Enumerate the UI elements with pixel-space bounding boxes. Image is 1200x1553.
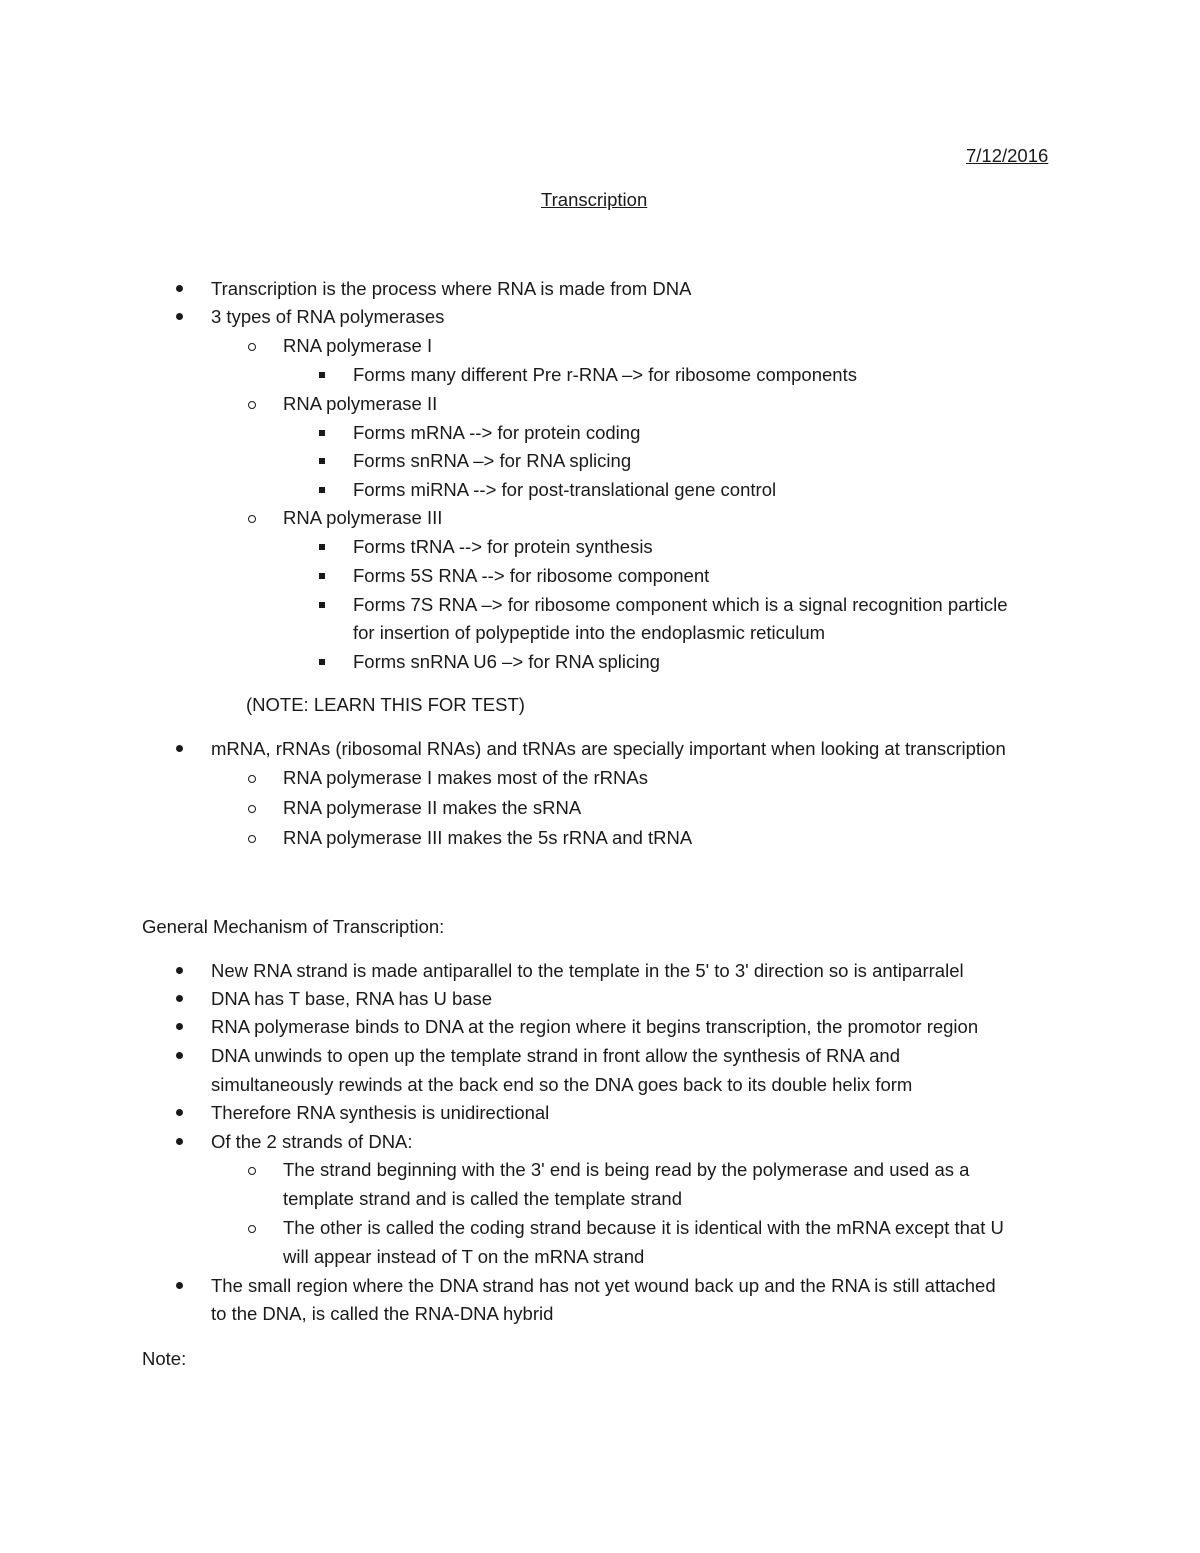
list-item: DNA has T base, RNA has U base (211, 988, 493, 1009)
section-heading: General Mechanism of Transcription: (142, 916, 445, 937)
list-item: RNA polymerase II makes the sRNA (283, 797, 582, 818)
date: 7/12/2016 (966, 145, 1049, 166)
list-item: RNA polymerase II (283, 393, 438, 414)
circle-bullet-icon (248, 775, 256, 783)
page-title: Transcription (541, 189, 648, 210)
bullet-icon (176, 313, 183, 320)
circle-bullet-icon (248, 1225, 256, 1233)
list-item: Forms tRNA --> for protein synthesis (353, 536, 653, 557)
list-item: Forms many different Pre r-RNA –> for ribosome components (353, 364, 857, 385)
list-item: Forms miRNA --> for post-translational gene control (353, 479, 777, 500)
list-item: The small region where the DNA strand has not yet wound back up and the RNA is still attached (211, 1275, 996, 1296)
circle-bullet-icon (248, 515, 256, 523)
bullet-icon (176, 995, 183, 1002)
list-item-continuation: template strand and is called the template strand (283, 1188, 683, 1209)
note-label: Note: (142, 1348, 187, 1369)
circle-bullet-icon (248, 343, 256, 351)
square-bullet-icon (319, 602, 325, 608)
square-bullet-icon (319, 659, 325, 665)
list-item: The strand beginning with the 3' end is being read by the polymerase and used as a (283, 1159, 970, 1180)
list-item: Forms snRNA U6 –> for RNA splicing (353, 651, 660, 672)
list-item: DNA unwinds to open up the template strand in front allow the synthesis of RNA and (211, 1045, 901, 1066)
list-item: Of the 2 strands of DNA: (211, 1131, 413, 1152)
bullet-icon (176, 1109, 183, 1116)
list-item: Therefore RNA synthesis is unidirectional (211, 1102, 550, 1123)
list-item: Forms 5S RNA --> for ribosome component (353, 565, 710, 586)
list-item: Forms snRNA –> for RNA splicing (353, 450, 632, 471)
list-item-continuation: simultaneously rewinds at the back end so the DNA goes back to its double helix form (211, 1074, 913, 1095)
square-bullet-icon (319, 430, 325, 436)
square-bullet-icon (319, 544, 325, 550)
list-item: Transcription is the process where RNA is made from DNA (211, 278, 692, 299)
bullet-icon (176, 1052, 183, 1059)
bullet-icon (176, 1138, 183, 1145)
list-item: The other is called the coding strand because it is identical with the mRNA except that U (283, 1217, 1004, 1238)
list-item-continuation: for insertion of polypeptide into the endoplasmic reticulum (353, 622, 826, 643)
list-item: RNA polymerase III (283, 507, 443, 528)
square-bullet-icon (319, 487, 325, 493)
bullet-icon (176, 745, 183, 752)
circle-bullet-icon (248, 835, 256, 843)
circle-bullet-icon (248, 805, 256, 813)
list-item: RNA polymerase I makes most of the rRNAs (283, 767, 648, 788)
test-note: (NOTE: LEARN THIS FOR TEST) (246, 694, 525, 715)
bullet-icon (176, 1282, 183, 1289)
bullet-icon (176, 285, 183, 292)
list-item: RNA polymerase I (283, 335, 433, 356)
square-bullet-icon (319, 372, 325, 378)
list-item: New RNA strand is made antiparallel to the template in the 5' to 3' direction so is antiparralel (211, 960, 964, 981)
list-item-continuation: will appear instead of T on the mRNA strand (283, 1246, 645, 1267)
bullet-icon (176, 967, 183, 974)
list-item: 3 types of RNA polymerases (211, 306, 445, 327)
square-bullet-icon (319, 458, 325, 464)
list-item: RNA polymerase binds to DNA at the region where it begins transcription, the promotor region (211, 1016, 979, 1037)
square-bullet-icon (319, 573, 325, 579)
list-item: Forms mRNA --> for protein coding (353, 422, 641, 443)
list-item: Forms 7S RNA –> for ribosome component which is a signal recognition particle (353, 594, 1008, 615)
bullet-icon (176, 1023, 183, 1030)
list-item: mRNA, rRNAs (ribosomal RNAs) and tRNAs are specially important when looking at transcription (211, 738, 1006, 759)
circle-bullet-icon (248, 401, 256, 409)
list-item-continuation: to the DNA, is called the RNA-DNA hybrid (211, 1303, 554, 1324)
list-item: RNA polymerase III makes the 5s rRNA and tRNA (283, 827, 693, 848)
circle-bullet-icon (248, 1167, 256, 1175)
